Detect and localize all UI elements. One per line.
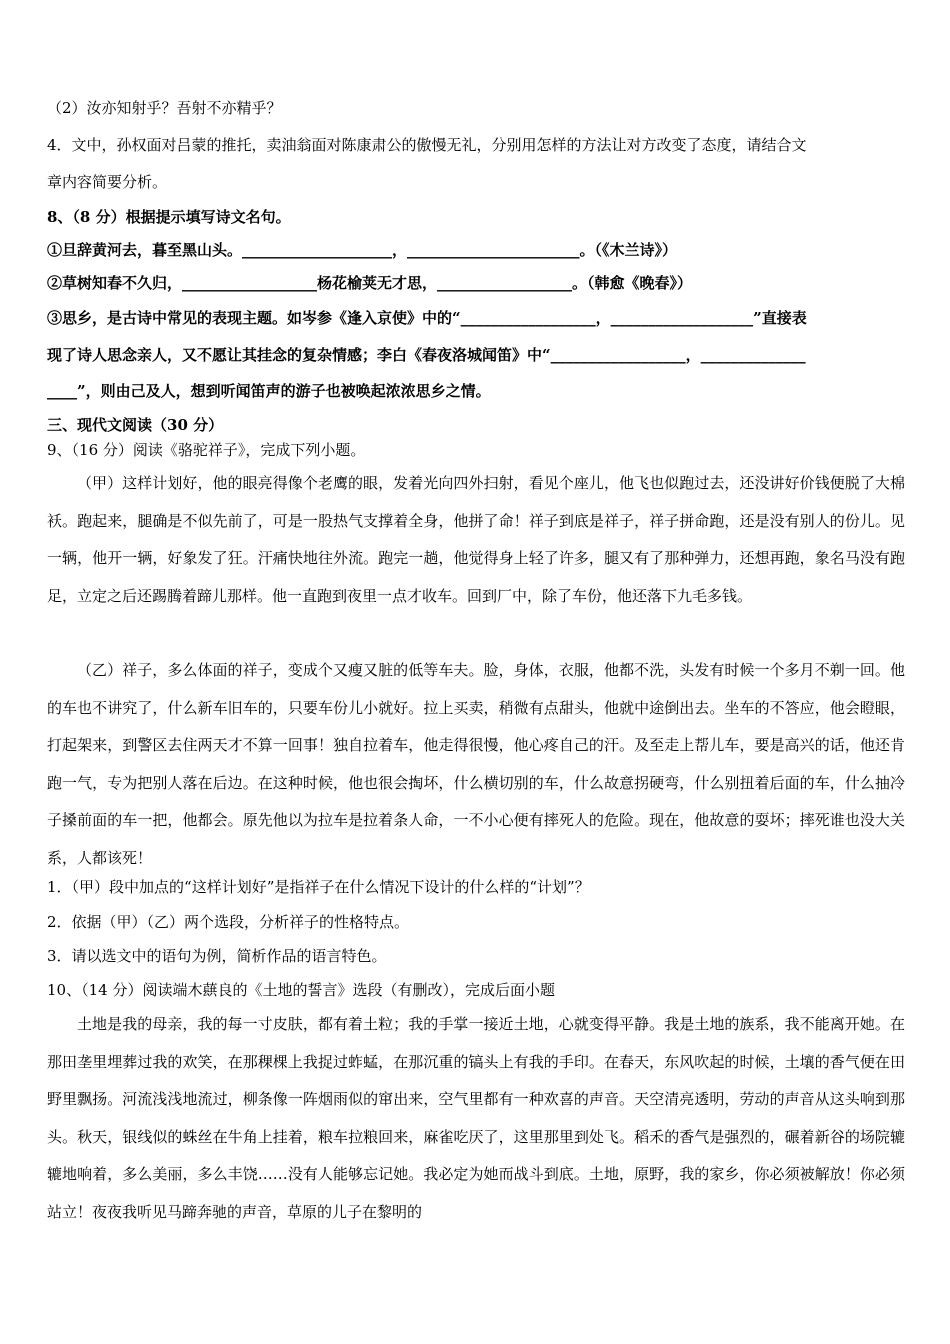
question-9-sub2: 2．依据（甲）（乙）两个选段，分析祥子的性格特点。 (47, 913, 410, 931)
question-4-line2: 章内容简要分析。 (47, 173, 168, 191)
question-8-line1: ①旦辞黄河去，暮至黑山头。____________________，_______________________。（《木兰诗》） (47, 241, 678, 259)
passage-jia-text: （甲）这样计划好，他的眼亮得像个老鹰的眼，发着光向四外扫射，看见个座儿，他飞也似跑过去，还没讲好价钱便脱了大棉袄。跑起来，腿确是不似先前了，可是一股热气支撑着全身，他拼了命！祥子到底是祥子，祥子拼命跑，还是没有别人的份儿。见一辆，他开一辆，好象发了狂。汗痛快地往外流。跑完一趟，他觉得身上轻了许多，腿又有了那种弹力，还想再跑，象名马没有跑足，立定之后还踢腾着蹄儿那样。他一直跑到夜里一点才收车。回到厂中，除了车份，他还落下九毛多钱。 (47, 474, 905, 605)
section-3-title: 三、现代文阅读（30 分） (47, 416, 224, 434)
passage-tudi-text: 土地是我的母亲，我的每一寸皮肤，都有着土粒；我的手掌一接近土地，心就变得平静。我是土地的族系，我不能离开她。在那田垄里埋葬过我的欢笑，在那稞棵上我捉过蚱蜢，在那沉重的镐头上有我的手印。在春天，东风吹起的时候，土壤的香气便在田野里飘扬。河流浅浅地流过，柳条像一阵烟雨似的窜出来，空气里都有一种欢喜的声音。天空清亮透明，劳动的声音从这头响到那头。秋天，银线似的蛛丝在牛角上挂着，粮车拉粮回来，麻雀吃厌了，这里那里到处飞。稻禾的香气是强烈的，碾着新谷的场院辘辘地响着，多么美丽，多么丰饶……没有人能够忘记她。我必定为她而战斗到底。土地，原野，我的家乡，你必须被解放！你必须站立！夜夜我听见马蹄奔驰的声音，草原的儿子在黎明的 (47, 1015, 905, 1221)
question-8-line4: 现了诗人思念亲人，又不愿让其挂念的复杂情感；李白《春夜洛城闻笛》中“__________________，______________ (47, 346, 806, 364)
question-3-sub2: （2）汝亦知射乎？吾射不亦精乎？ (47, 99, 282, 117)
question-8-line5: ____”，则由己及人，想到听闻笛声的游子也被唤起浓浓思乡之情。 (47, 382, 491, 400)
question-9-sub1: 1．（甲）段中加点的“这样计划好”是指祥子在什么情况下设计的什么样的“计划”？ (47, 878, 590, 896)
passage-yi (47, 652, 905, 877)
question-9-header: 9、（16 分）阅读《骆驼祥子》，完成下列小题。 (47, 441, 366, 459)
question-4-line1: 4．文中，孙权面对吕蒙的推托，卖油翁面对陈康肃公的傲慢无礼，分别用怎样的方法让对方改变了态度，请结合文 (47, 136, 807, 154)
question-10-header: 10、（14 分）阅读端木蕻良的《土地的誓言》选段（有删改），完成后面小题 (47, 981, 555, 999)
passage-tudi (47, 1006, 905, 1231)
passage-jia (47, 465, 905, 615)
passage-yi-text: （乙）祥子，多么体面的祥子，变成个又瘦又脏的低等车夫。脸，身体，衣服，他都不洗，头发有时候一个多月不剃一回。他的车也不讲究了，什么新车旧车的，只要车份儿小就好。拉上买卖，稍微有点甜头，他就中途倒出去。坐车的不答应，他会瞪眼，打起架来，到警区去住两天才不算一回事！独自拉着车，他走得很慢，他心疼自己的汗。及至走上帮儿车，要是高兴的话，他还肯跑一气，专为把别人落在后边。在这种时候，他也很会掏坏，什么横切别的车，什么故意拐硬弯，什么别扭着后面的车，什么抽冷子搡前面的车一把，他都会。原先他以为拉车是拉着条人命，一不小心便有摔死人的危险。现在，他故意的耍坏；摔死谁也没大关系，人都该死！ (47, 661, 905, 867)
question-8-header: 8、（8 分）根据提示填写诗文名句。 (47, 208, 291, 226)
question-8-line2: ②草树知春不久归，__________________杨花榆荚无才思，__________________。（韩愈《晚春》） (47, 274, 693, 292)
question-8-line3: ③思乡，是古诗中常见的表现主题。如岑参《逢入京使》中的“__________________，___________________”直接表 (47, 309, 807, 327)
question-9-sub3: 3．请以选文中的语句为例，简析作品的语言特色。 (47, 947, 387, 965)
